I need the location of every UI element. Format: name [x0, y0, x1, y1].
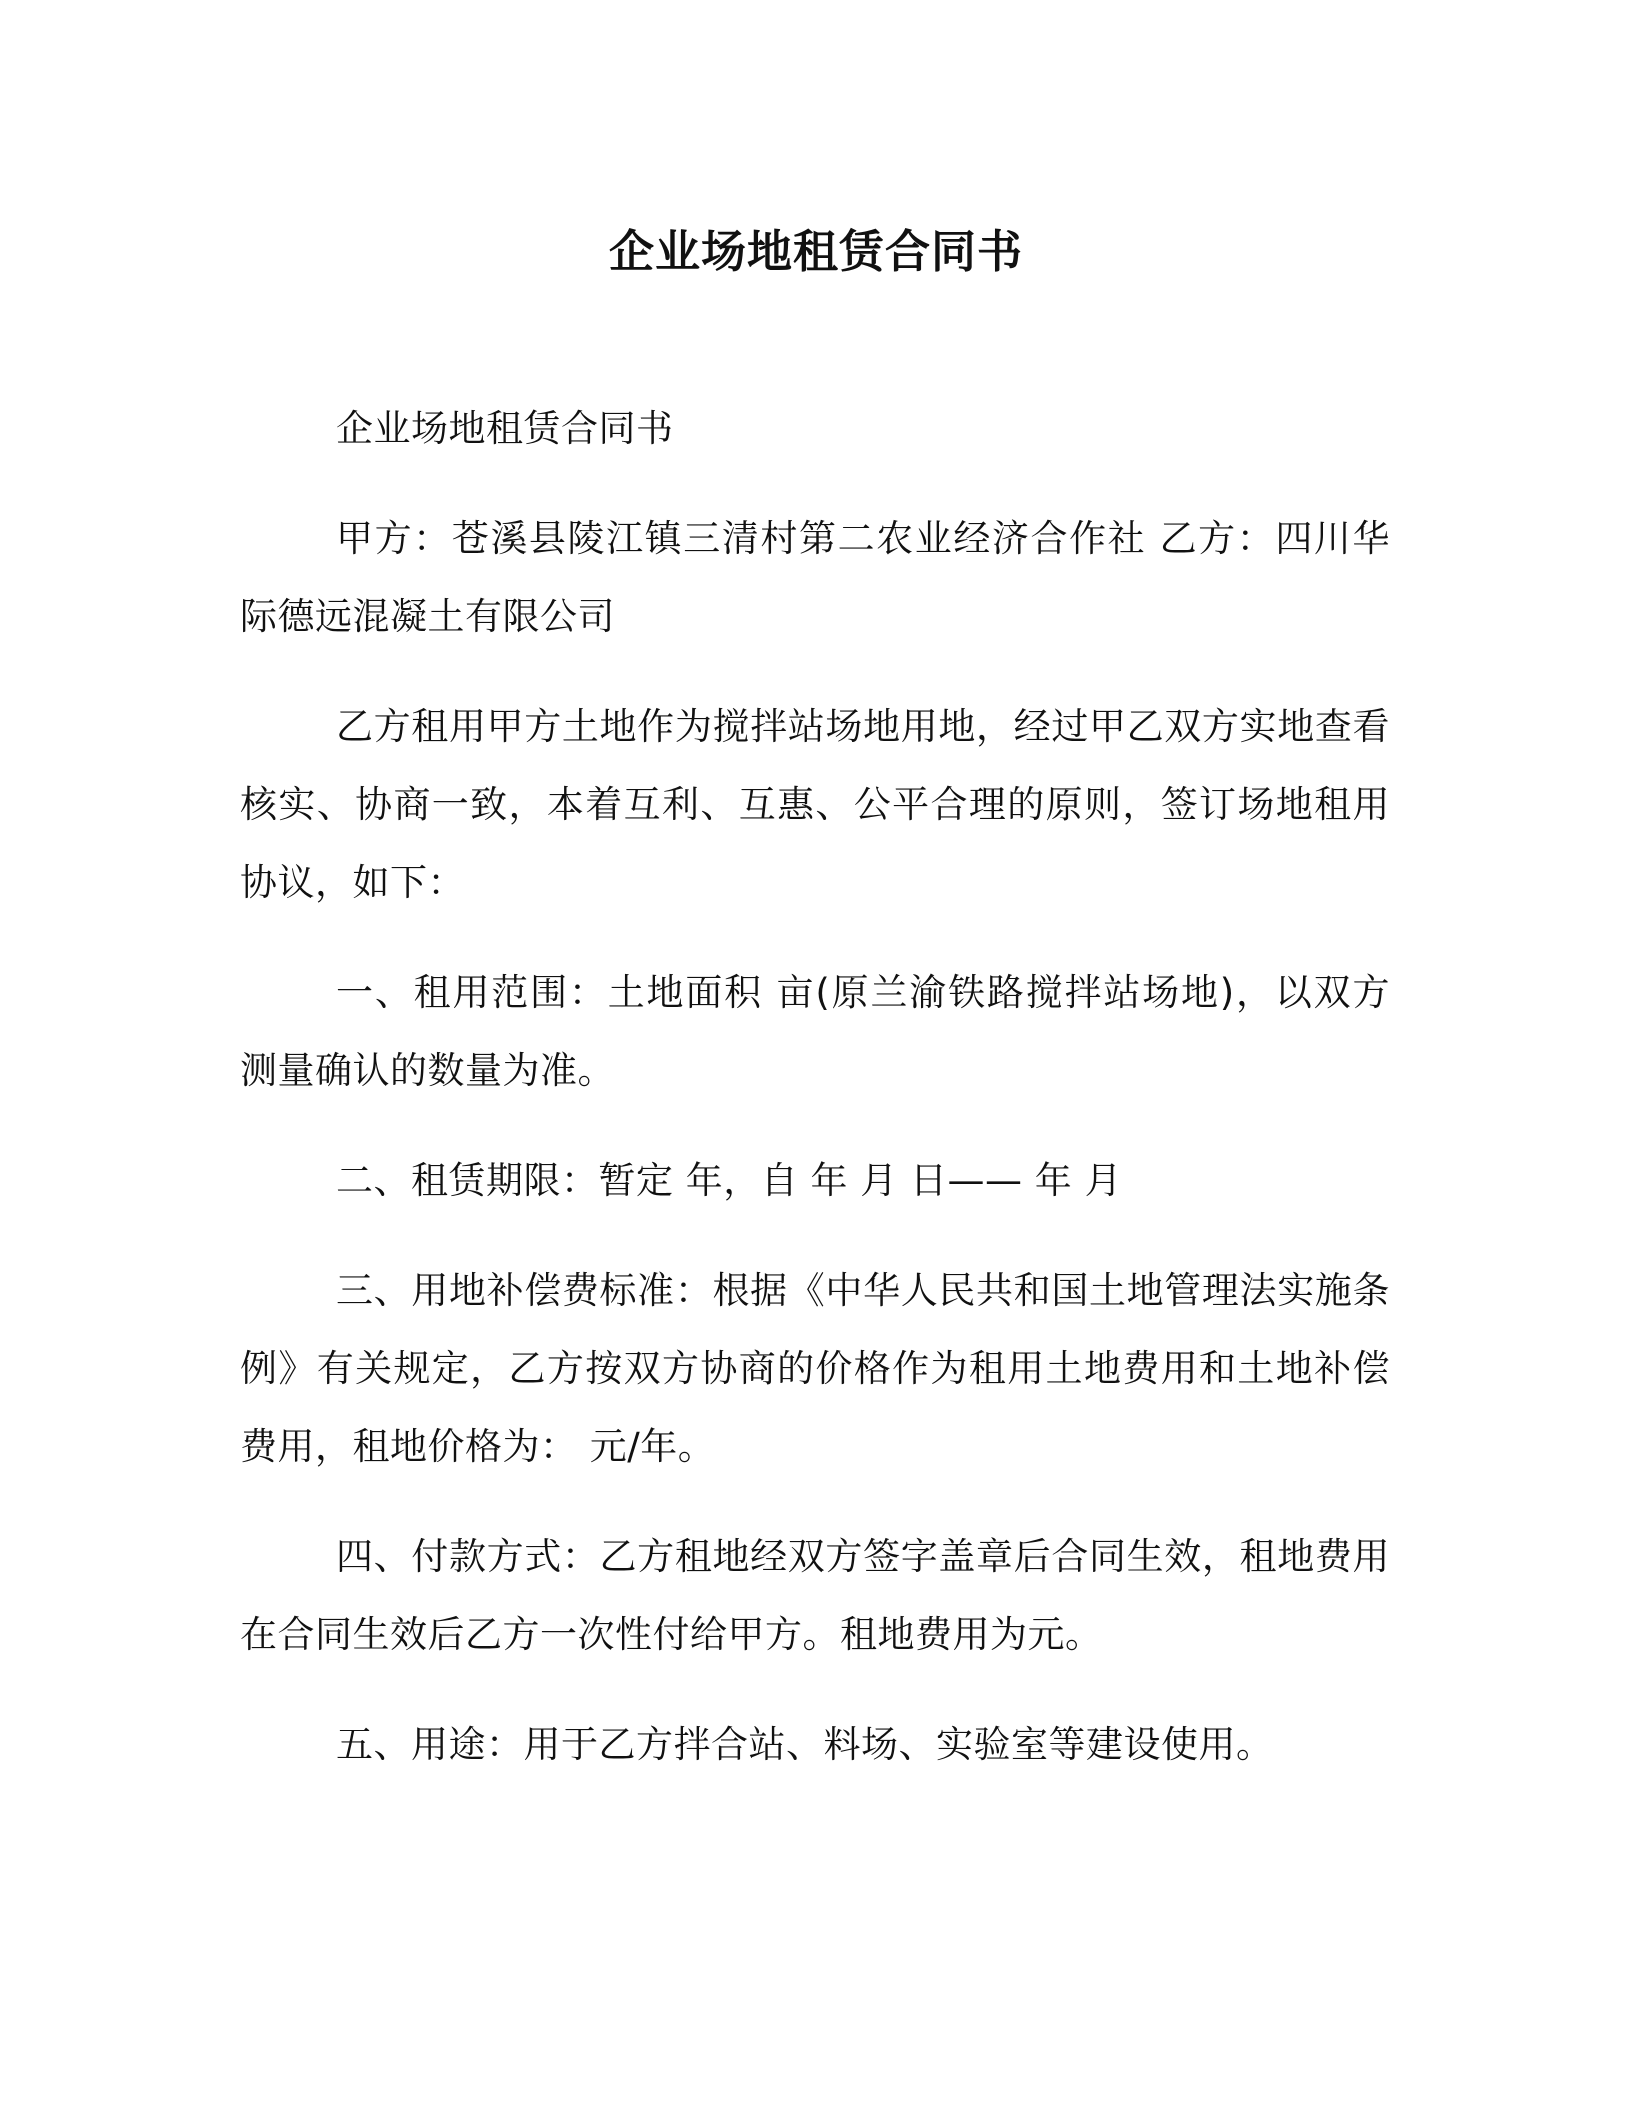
document-body: [240, 390, 1390, 1816]
paragraph-purpose: 五、用途：用于乙方拌合站、料场、实验室等建设使用。: [336, 1723, 1274, 1766]
paragraph-preamble: 乙方租用甲方土地作为搅拌站场地用地，经过甲乙双方实地查看核实、协商一致，本着互利、互惠、公平合理的原则，签订场地租用协议，如下：: [240, 705, 1390, 904]
paragraph-term: 二、租赁期限：暂定 年，自 年 月 日—— 年 月: [336, 1159, 1123, 1202]
document-title: 企业场地租赁合同书: [608, 225, 1023, 278]
paragraph-heading: 企业场地租赁合同书: [336, 407, 674, 450]
paragraph-compensation: 三、用地补偿费标准：根据《中华人民共和国土地管理法实施条例》有关规定，乙方按双方协商的价格作为租用土地费用和土地补偿费用，租地价格为： 元/年。: [240, 1269, 1390, 1468]
paragraph-scope: 一、租用范围：土地面积 亩(原兰渝铁路搅拌站场地)，以双方测量确认的数量为准。: [240, 971, 1390, 1092]
paragraph-payment: 四、付款方式：乙方租地经双方签字盖章后合同生效，租地费用在合同生效后乙方一次性付给甲方。租地费用为元。: [240, 1535, 1390, 1656]
paragraph-parties: 甲方：苍溪县陵江镇三清村第二农业经济合作社 乙方：四川华际德远混凝土有限公司: [240, 517, 1390, 638]
